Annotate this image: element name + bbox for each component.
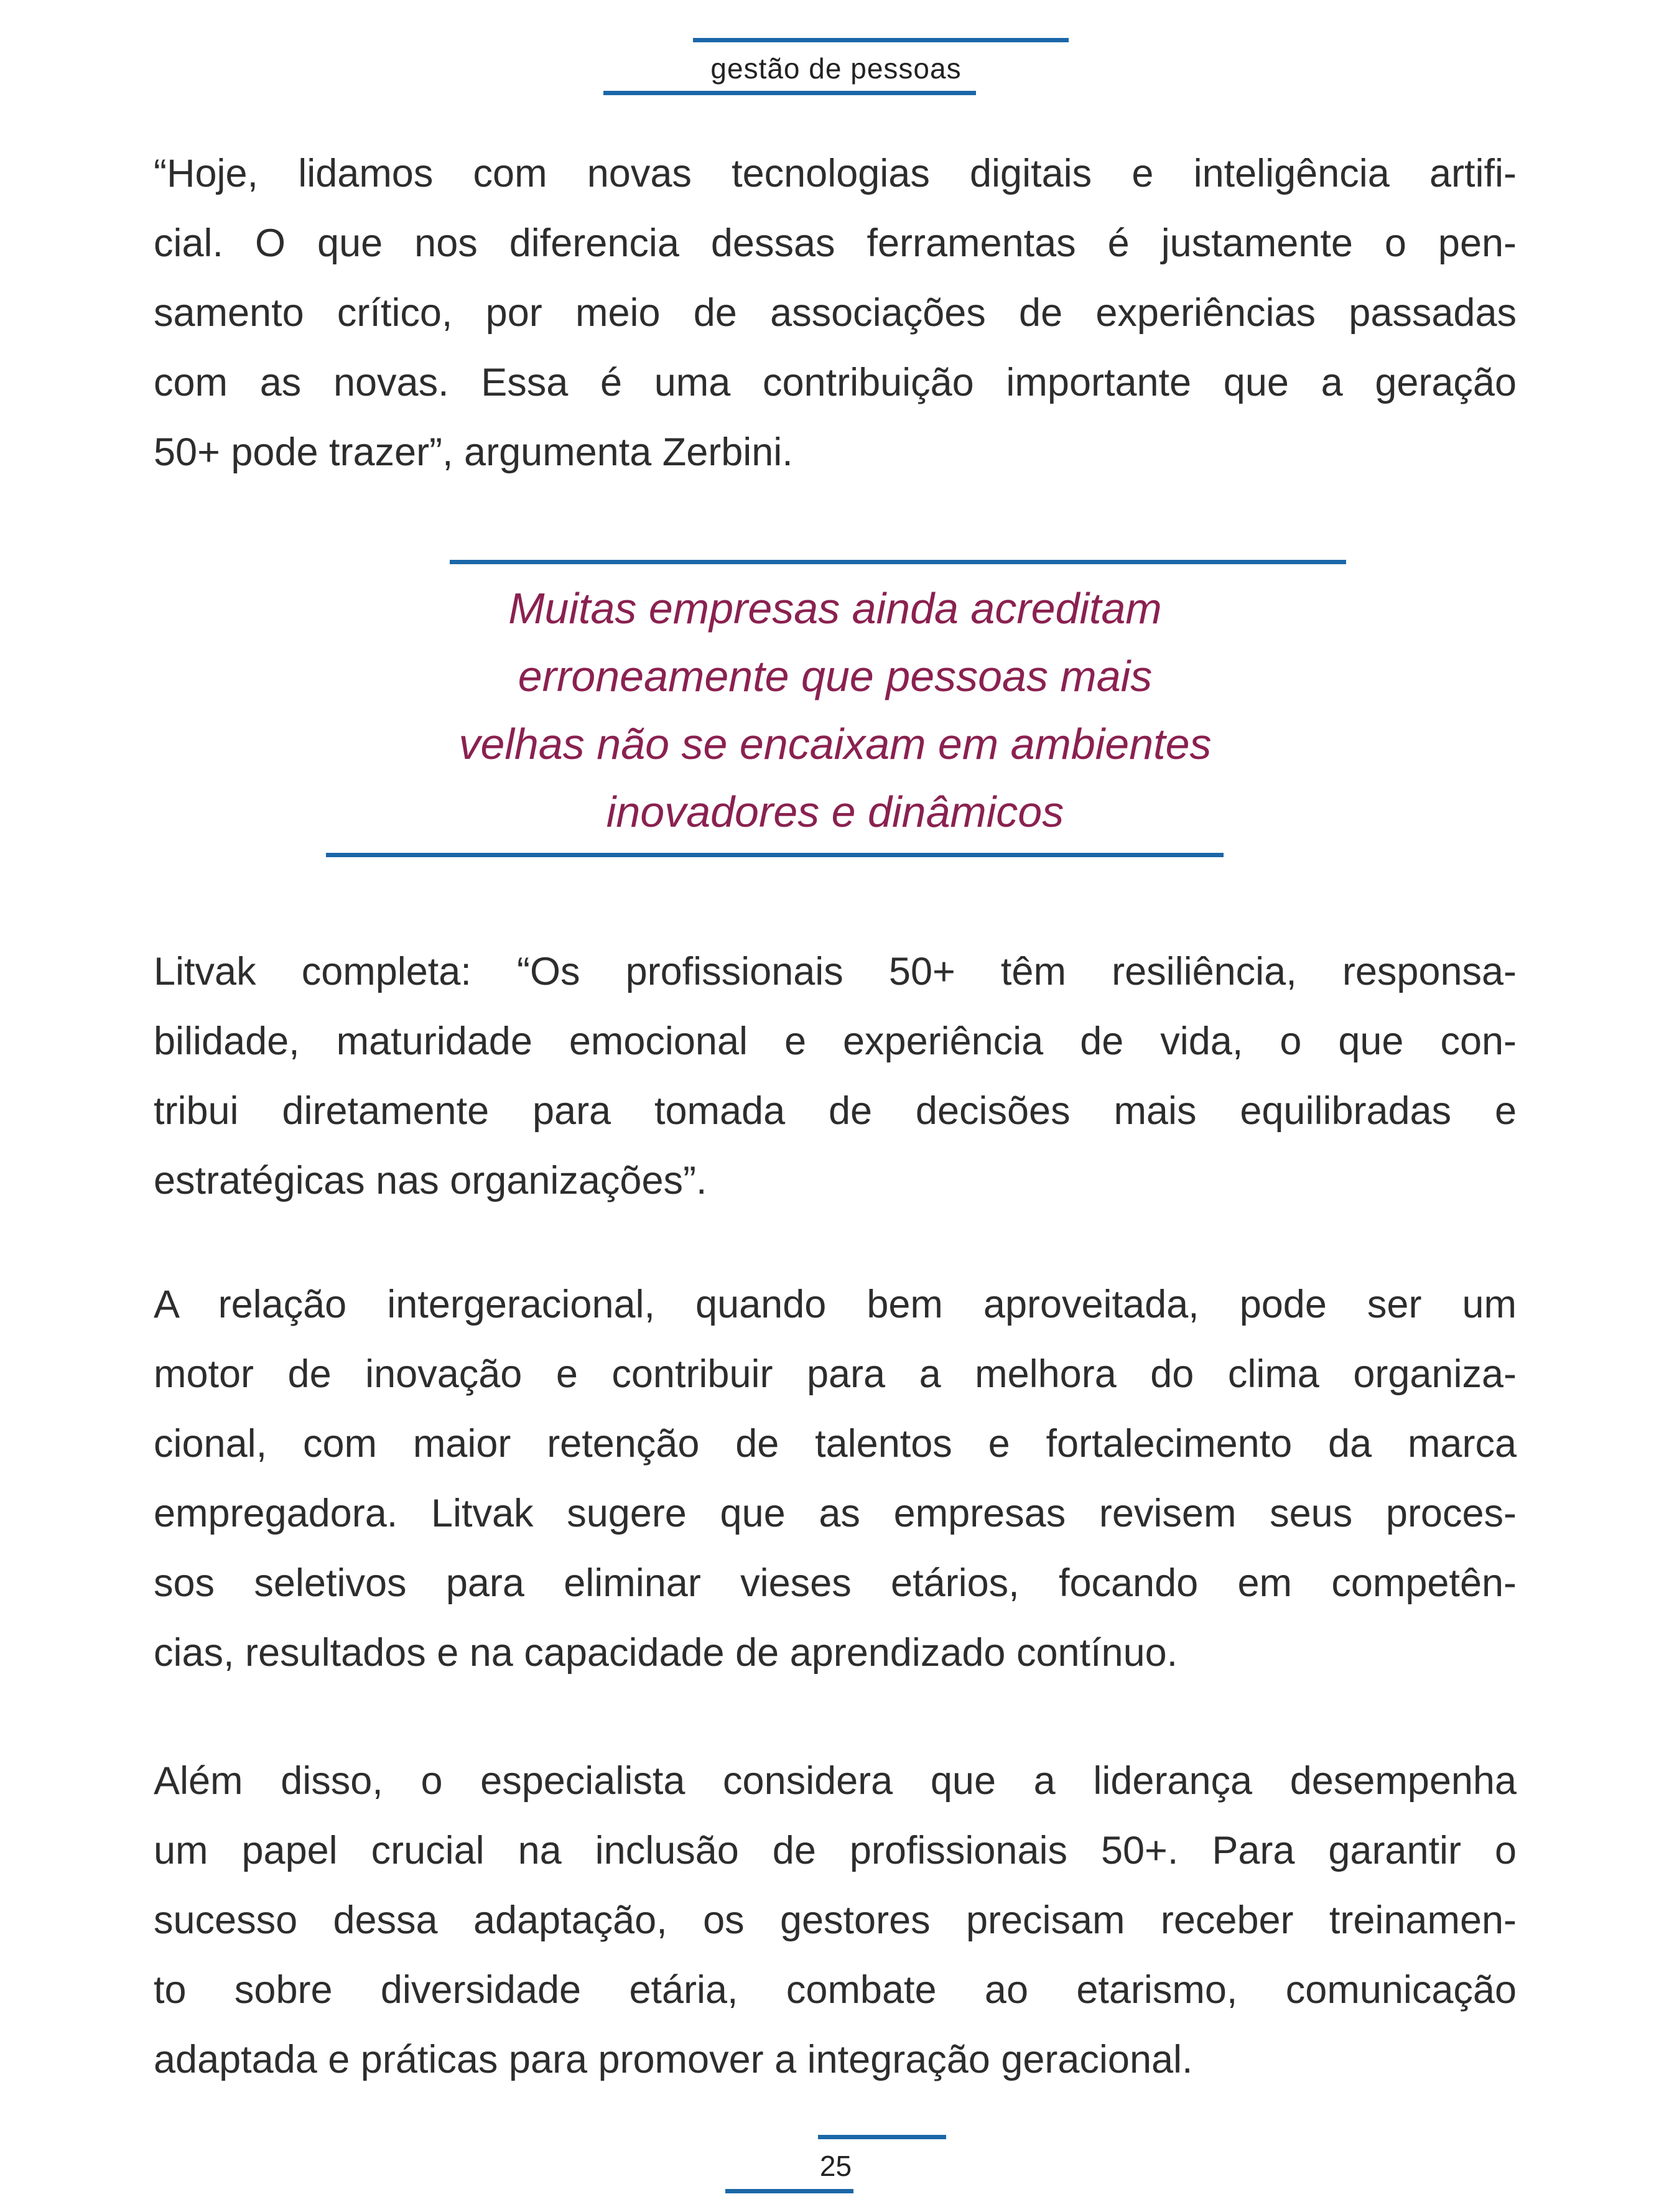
paragraph-line: cial. O que nos diferencia dessas ferramentas é justamente o pen-	[154, 221, 1517, 265]
article-paragraph	[154, 139, 1517, 487]
paragraph-line: com as novas. Essa é uma contribuição importante que a geração	[154, 361, 1517, 404]
paragraph-line: bilidade, maturidade emocional e experiência de vida, o que con-	[154, 1020, 1517, 1063]
pull-quote-rule-top	[450, 560, 1346, 564]
paragraph-line: sucesso dessa adaptação, os gestores precisam receber treinamen-	[154, 1898, 1517, 1942]
pull-quote	[154, 575, 1517, 846]
pull-quote-line: inovadores e dinâmicos	[606, 788, 1064, 836]
footer-rule-top	[818, 2135, 946, 2139]
paragraph-line: 50+ pode trazer”, argumenta Zerbini.	[154, 430, 793, 474]
article-paragraph	[154, 1270, 1517, 1688]
paragraph-line: “Hoje, lidamos com novas tecnologias digitais e inteligência artifi-	[154, 152, 1517, 195]
article-paragraph	[154, 937, 1517, 1215]
pull-quote-rule-bottom	[326, 853, 1224, 857]
pull-quote-line: velhas não se encaixam em ambientes	[458, 720, 1212, 768]
paragraph-line: tribui diretamente para tomada de decisões mais equilibradas e	[154, 1089, 1517, 1133]
header-rule-bottom	[603, 91, 976, 95]
paragraph-line: to sobre diversidade etária, combate ao etarismo, comunicação	[154, 1968, 1517, 2012]
pull-quote-line: Muitas empresas ainda acreditam	[508, 584, 1162, 633]
paragraph-line: samento crítico, por meio de associações de experiências passadas	[154, 291, 1517, 335]
section-label: gestão de pessoas	[710, 52, 962, 85]
paragraph-line: adaptada e práticas para promover a integração geracional.	[154, 2038, 1193, 2081]
paragraph-line: sos seletivos para eliminar vieses etários, focando em competên-	[154, 1561, 1517, 1605]
header-rule-top	[693, 38, 1069, 42]
page-number: 25	[819, 2150, 852, 2182]
footer-rule-bottom	[725, 2189, 853, 2193]
paragraph-line: Além disso, o especialista considera que a liderança desempenha	[154, 1759, 1517, 1803]
paragraph-line: motor de inovação e contribuir para a melhora do clima organiza-	[154, 1352, 1517, 1396]
paragraph-line: um papel crucial na inclusão de profissionais 50+. Para garantir o	[154, 1829, 1517, 1872]
paragraph-line: estratégicas nas organizações”.	[154, 1159, 707, 1202]
article-paragraph	[154, 1746, 1517, 2094]
paragraph-line: Litvak completa: “Os profissionais 50+ têm resiliência, responsa-	[154, 950, 1517, 993]
paragraph-line: cional, com maior retenção de talentos e fortalecimento da marca	[154, 1422, 1517, 1466]
pull-quote-line: erroneamente que pessoas mais	[518, 652, 1153, 700]
paragraph-line: empregadora. Litvak sugere que as empresas revisem seus proces-	[154, 1492, 1517, 1535]
paragraph-line: cias, resultados e na capacidade de aprendizado contínuo.	[154, 1631, 1178, 1675]
paragraph-line: A relação intergeracional, quando bem aproveitada, pode ser um	[154, 1283, 1517, 1326]
